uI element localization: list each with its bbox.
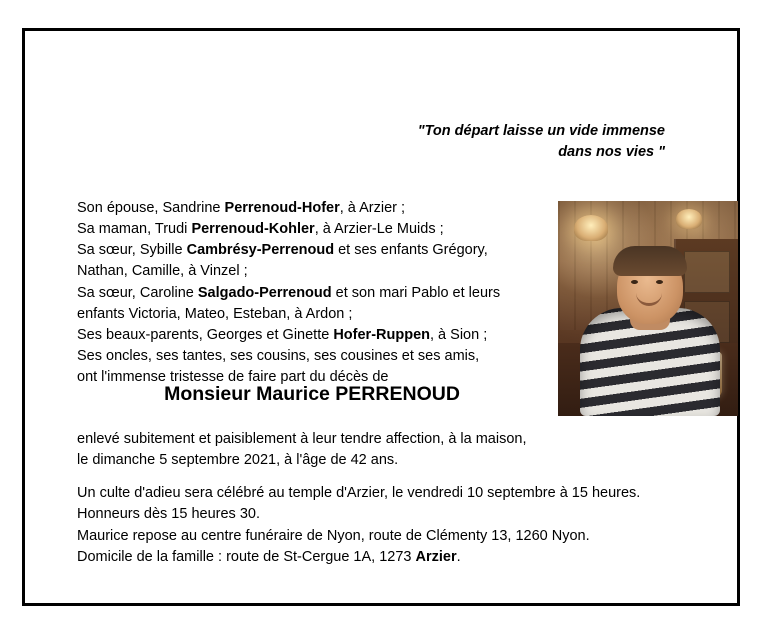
portrait-background (558, 201, 738, 416)
lamp-icon (574, 215, 608, 241)
details-line: Un culte d'adieu sera célébré au temple d'Arzier, le vendredi 10 septembre à 15 heures. (77, 485, 641, 502)
deceased-name: Monsieur Maurice PERRENOUD (164, 383, 460, 405)
details-line: enlevé subitement et paisiblement à leur tendre affection, à la maison, (77, 431, 527, 447)
details-line: Honneurs dès 15 heures 30. (77, 506, 260, 523)
memorial-quote (305, 121, 665, 163)
family-line: ont l'immense tristesse de faire part du décès de (77, 369, 389, 386)
family-line: Sa maman, Trudi Perrenoud-Kohler, à Arzier-Le Muids ; (77, 221, 444, 238)
family-line: Son épouse, Sandrine Perrenoud-Hofer, à Arzier ; (77, 200, 406, 216)
eye-left (631, 280, 638, 284)
funeral-details-block (77, 429, 737, 568)
family-line: Sa sœur, Caroline Salgado-Perrenoud et son mari Pablo et leurs (77, 284, 501, 301)
person-figure (580, 256, 720, 416)
family-line: Ses oncles, ses tantes, ses cousins, ses cousines et ses amis, (77, 348, 480, 365)
lamp-secondary-icon (676, 209, 702, 229)
family-announcement-block (77, 198, 577, 388)
details-line: Domicile de la famille : route de St-Cergue 1A, 1273 Arzier. (77, 548, 461, 565)
deceased-portrait-photo (558, 201, 738, 416)
details-line: le dimanche 5 septembre 2021, à l'âge de 42 ans. (77, 452, 399, 469)
quote-line-1: "Ton départ laisse un vide immense (417, 123, 665, 139)
quote-line-2: dans nos vies " (558, 144, 665, 161)
family-line: Sa sœur, Sybille Cambrésy-Perrenoud et ses enfants Grégory, (77, 242, 488, 259)
details-line-spacer (77, 471, 737, 483)
hair (613, 246, 687, 276)
details-line: Maurice repose au centre funéraire de Nyon, route de Clémenty 13, 1260 Nyon. (77, 527, 590, 544)
family-line: enfants Victoria, Mateo, Esteban, à Ardon ; (77, 305, 353, 322)
eye-right (656, 280, 663, 284)
notice-frame (22, 28, 740, 606)
family-line: Nathan, Camille, à Vinzel ; (77, 263, 248, 280)
family-line: Ses beaux-parents, Georges et Ginette Hofer-Ruppen, à Sion ; (77, 326, 488, 343)
